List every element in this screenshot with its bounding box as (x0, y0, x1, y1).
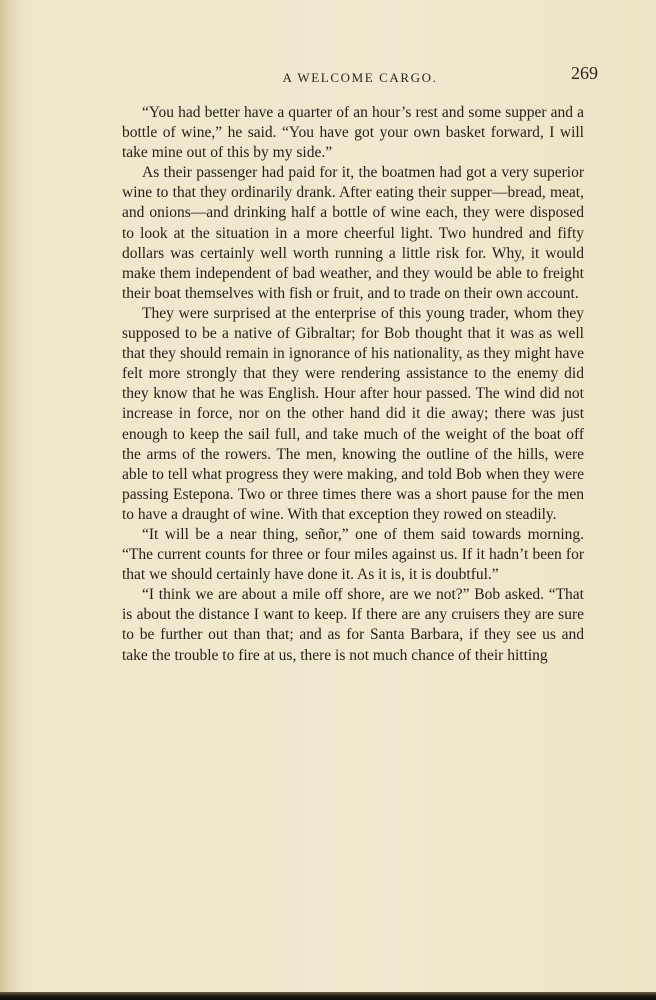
paragraph: “You had better have a quarter of an hour’s rest and some supper and a bottle of wine,” he said. “You have got your own basket forward, I will take mine out of this by my side.” (122, 104, 584, 162)
page-bottom-edge (0, 992, 656, 1000)
body-text (122, 103, 584, 666)
page-gutter-shadow (0, 0, 26, 1000)
paragraph: As their passenger had paid for it, the boatmen had got a very superior wine to that they ordinarily drank. After eating their supper—bread, meat, and onions—and drinking half a bottle of wine each, they were disposed to look at the situation in a more cheerful light. Two hundred and fifty dollars was certainly well worth running a little risk for. Why, it would make them independent of bad weather, and they would be able to freight their boat themselves with fish or fruit, and to trade on their own account. (122, 164, 584, 302)
page-number: 269 (571, 63, 598, 83)
running-head (122, 62, 598, 90)
running-title: A WELCOME CARGO. (282, 70, 438, 85)
paragraph: “It will be a near thing, señor,” one of them said towards morning. “The current counts for three or four miles against us. If it hadn’t been for that we should certainly have done it. As it is, it is doubtful.” (122, 525, 584, 584)
paragraph: They were surprised at the enterprise of this young trader, whom they supposed to be a native of Gibraltar; for Bob thought that it was as well that they should remain in ignorance of his nationality, as they might have felt more strongly that they were rendering assistance to the enemy did they know that he was English. Hour after hour passed. The wind did not increase in force, nor on the other hand did it die away; there was just enough to keep the sail full, and take much of the weight of the boat off the arms of the rowers. The men, knowing the outline of the hills, were able to tell what progress they were making, and told Bob when they were passing Estepona. Two or three times there was a short pause for the men to have a draught of wine. With that exception they rowed on steadily. (122, 304, 584, 523)
paragraph: “I think we are about a mile off shore, are we not?” Bob asked. “That is about the distance I want to keep. If there are any cruisers they are sure to be further out than that; and as for Santa Barbara, if they see us and take the trouble to fire at us, there is not much chance of their hitting (122, 586, 584, 664)
